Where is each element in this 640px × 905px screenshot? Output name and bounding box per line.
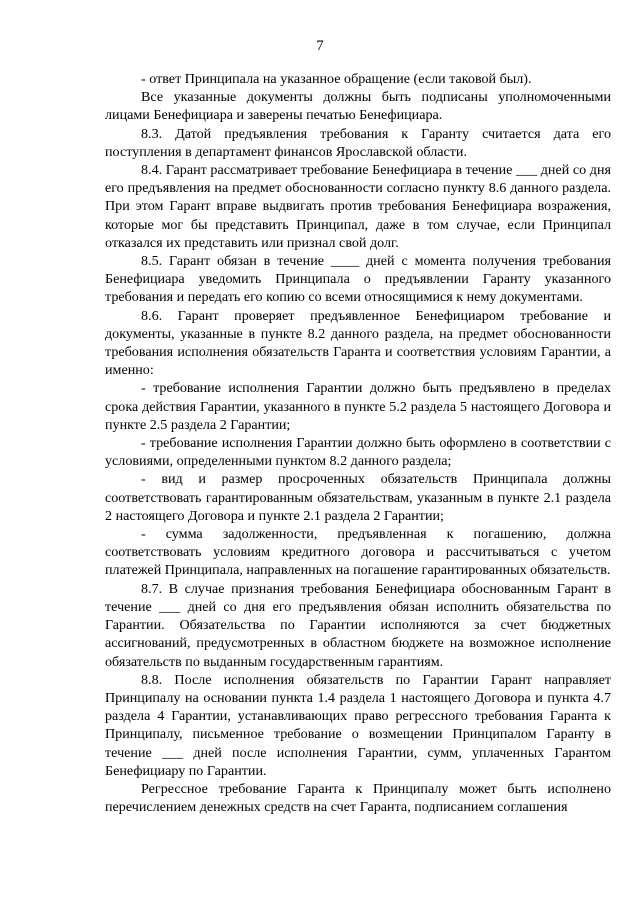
paragraph-8-6-item-debt-amount: - сумма задолженности, предъявленная к погашению, должна соответствовать условиям кредитного договора и рассчитываться с учетом платежей Принципала, направленных на погашение гарантированных обязательств. <box>105 526 611 579</box>
paragraph-8-6-item-form: - требование исполнения Гарантии должно быть оформлено в соответствии с условиями, определенными пунктом 8.2 данного раздела; <box>105 435 611 470</box>
paragraph-8-6-item-term: - требование исполнения Гарантии должно быть предъявлено в пределах срока действия Гарантии, указанного в пункте 5.2 раздела 5 настоящего Договора и пункте 2.5 раздела 2 Гарантии; <box>105 380 611 433</box>
document-body <box>105 70 611 816</box>
page-number: 7 <box>316 38 324 54</box>
paragraph-8-6: 8.6. Гарант проверяет предъявленное Бенефициаром требование и документы, указанные в пункте 8.2 данного раздела, на предмет обоснованности требования исполнения обязательств Гаранта и соответствия условиям Гарантии, а именно: <box>105 307 611 379</box>
paragraph-8-6-item-obligations: - вид и размер просроченных обязательств Принципала должны соответствовать гарантированным обязательствам, указанным в пункте 2.1 раздела 2 настоящего Договора и пункте 2.1 раздела 2 Гарантии; <box>105 471 611 524</box>
paragraph-documents-signed: Все указанные документы должны быть подписаны уполномоченными лицами Бенефициара и заверены печатью Бенефициара. <box>105 89 611 124</box>
paragraph-8-8: 8.8. После исполнения обязательств по Гарантии Гарант направляет Принципалу на основании пункта 1.4 раздела 1 настоящего Договора и пункта 4.7 раздела 4 Гарантии, устанавливающих право регрессного требования Гаранта к Принципалу, письменное требование о возмещении Принципалом Гаранту в течение ___ дней после исполнения Гарантии, сумм, уплаченных Гарантом Бенефициару по Гарантии. <box>105 671 611 779</box>
paragraph-8-3: 8.3. Датой предъявления требования к Гаранту считается дата его поступления в департамент финансов Ярославской области. <box>105 125 611 160</box>
paragraph-8-5: 8.5. Гарант обязан в течение ____ дней с момента получения требования Бенефициара уведомить Принципала о предъявлении Гаранту указанного требования и передать его копию со всеми относящимися к нему документами. <box>105 253 611 306</box>
paragraph-8-7: 8.7. В случае признания требования Бенефициара обоснованным Гарант в течение ___ дней со дня его предъявления обязан исполнить обязательства по Гарантии. Обязательства по Гарантии исполняются за счет бюджетных ассигнований, предусмотренных в областном бюджете на возможное исполнение обязательств по выданным государственным гарантиям. <box>105 580 611 670</box>
paragraph-8-4: 8.4. Гарант рассматривает требование Бенефициара в течение ___ дней со дня его предъявления на предмет обоснованности согласно пункту 8.6 данного раздела. При этом Гарант вправе выдвигать против требования Бенефициара возражения, которые мог бы представить Принципал, даже в том случае, если Принципал отказался их представить или признал свой долг. <box>105 162 611 251</box>
paragraph-response-of-principal: - ответ Принципала на указанное обращение (если таковой был). <box>141 71 532 87</box>
paragraph-regress-requirement: Регрессное требование Гаранта к Принципалу может быть исполнено перечислением денежных средств на счет Гаранта, подписанием соглашения <box>105 780 611 816</box>
